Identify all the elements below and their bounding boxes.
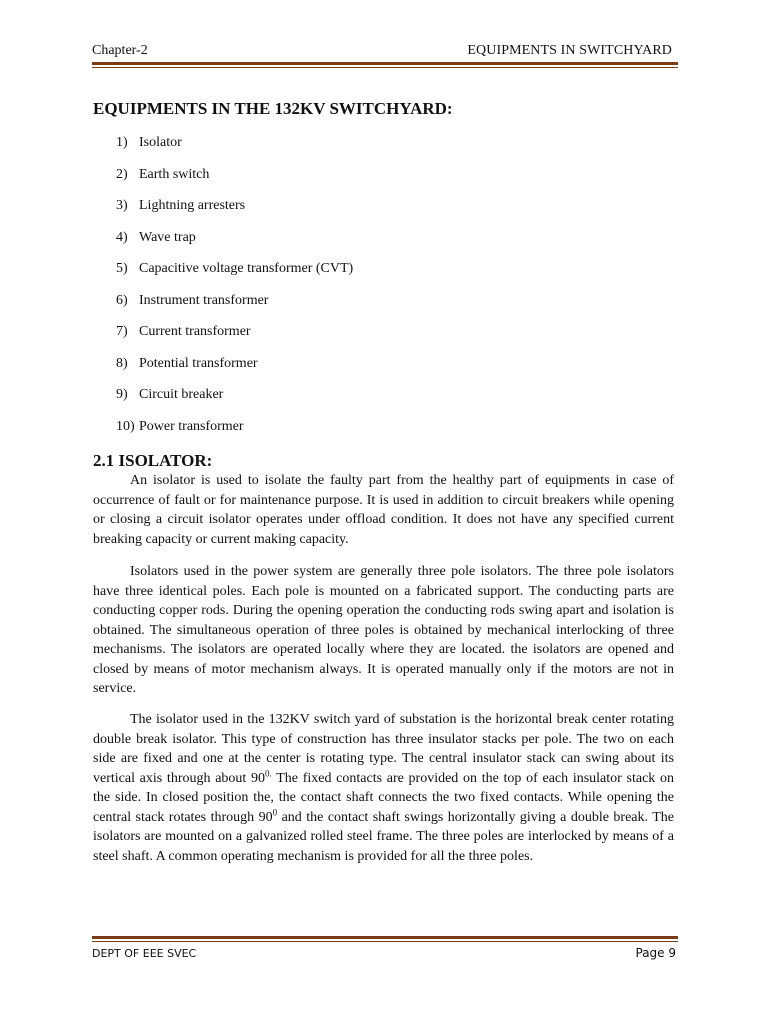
list-item: 8) Potential transformer [116, 355, 258, 371]
list-item: 10) Power transformer [116, 418, 244, 434]
footer-department: DEPT OF EEE SVEC [92, 947, 197, 960]
equipment-list [116, 135, 353, 450]
paragraph: An isolator is used to isolate the faulty part from the healthy part of equipments in case of occurrence of fault or for maintenance purpose. It is used in addition to circuit breakers while opening or closing a circuit isolator operates under offload condition. It does not have any specified current breaking capacity or current making capacity. [93, 473, 674, 547]
footer-rule [92, 936, 678, 942]
page-title: EQUIPMENTS IN THE 132KV SWITCHYARD: [93, 99, 453, 118]
list-item: 7) Current transformer [116, 324, 251, 339]
list-item: 2) Earth switch [116, 166, 210, 182]
list-item: 6) Instrument transformer [116, 292, 269, 308]
page-number: Page 9 [635, 946, 676, 960]
paragraph: The isolator used in the 132KV switch yard of substation is the horizontal break center rotating double break isolator. This type of construction has three insulator stacks per pole. The two on each side are fixed and one at the center is rotating type. The central insulator stack can swing about its vertical axis through about $90^{0.}$ The fixed contacts are provided on the top of each insulator stack on the side. In closed position the, the contact shaft connects the two fixed contacts. While opening the central stack rotates through $90^0$ and the contact shaft swings horizontally giving a double break. The isolators are mounted on a galvanized rolled steel frame. The three poles are interlocked by means of a steel shaft. A common operating mechanism is provided for all the three poles. [93, 712, 675, 864]
list-item: 1) Isolator [116, 135, 182, 150]
list-item: 4) Wave trap [116, 229, 196, 245]
header-title: EQUIPMENTS IN SWITCHYARD [467, 43, 672, 58]
header-chapter: Chapter-2 [92, 43, 148, 58]
header-rule [92, 62, 678, 68]
list-item: 9) Circuit breaker [116, 387, 224, 402]
paragraph: Isolators used in the power system are generally three pole isolators. The three pole isolators have three identical poles. Each pole is mounted on a fabricated support. The conducting parts are conducting copper rods. During the opening operation the conducting rods swing apart and isolation is obtained. The simultaneous operation of three poles is obtained by mechanical interlocking of three mechanisms. The isolators are operated locally where they are located. the isolators are opened and closed by means of motor mechanism always. It is operated manually only if the motors are not in service. [93, 564, 674, 696]
section-heading: 2.1 ISOLATOR: [93, 451, 213, 470]
list-item: 5) Capacitive voltage transformer (CVT) [116, 261, 354, 276]
list-item: 3) Lightning arresters [116, 198, 246, 213]
